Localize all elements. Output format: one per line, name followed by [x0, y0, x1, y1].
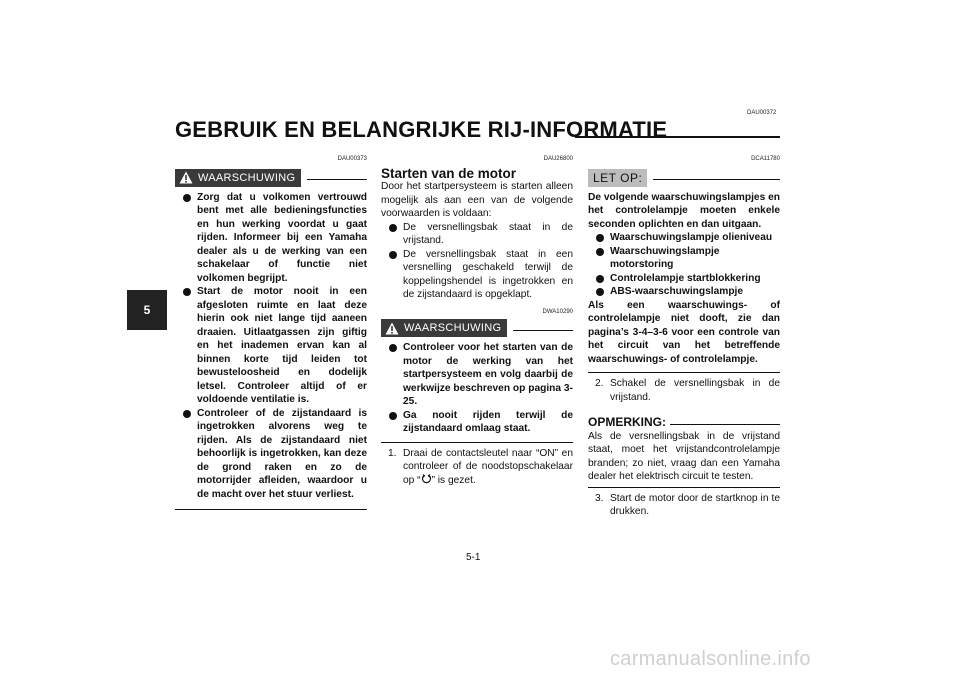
step-number: 3. [595, 492, 604, 504]
step-1: 1. Draai de contactsleutel naar “ON” en controleer of de noodstopschakelaar op “ ” is gezet. [388, 447, 573, 486]
warning-label: WAARSCHUWING [404, 322, 502, 334]
bullet-icon [389, 412, 397, 420]
list-item: Ga nooit rijden terwijl de zijstandaard omlaag staat. [381, 409, 573, 436]
note-rule [670, 424, 780, 425]
step-number: 2. [595, 378, 604, 389]
bullet-icon [596, 248, 604, 256]
warning-header [381, 319, 573, 337]
note-label: OPMERKING: [588, 415, 666, 429]
bullet-icon [596, 234, 604, 242]
column-2 [381, 153, 573, 487]
note-text: Als de versnellingsbak in de vrijstand staat, moet het vrijstandcontrolelampje branden; zo niet, vraag dan een Yamaha dealer het elektrisch circuit te testen. [588, 430, 780, 482]
col3-code: DCA11780 [751, 156, 780, 162]
bullet-icon [389, 344, 397, 352]
note-header [588, 416, 780, 430]
engine-stop-run-icon [421, 474, 432, 484]
chapter-tab: 5 [127, 290, 167, 330]
warning-label: WAARSCHUWING [198, 171, 296, 184]
caution-badge: LET OP: [588, 169, 647, 187]
bullet-icon [596, 275, 604, 283]
header-code: DAU00372 [747, 110, 777, 116]
warning-badge [175, 169, 301, 187]
caution-intro: De volgende waarschuwingslampjes en het controlelampje moeten enkele seconden oplichten en dan uitgaan. [588, 191, 780, 230]
list-item: Controlelampje startblokkering [588, 272, 780, 286]
warning-badge [381, 319, 507, 337]
watermark: carmanualsonline.info [610, 648, 811, 670]
step-2: 2. Schakel de versnellingsbak in de vrijstand. [595, 378, 780, 403]
page-number: 5-1 [466, 552, 481, 563]
caution-end-rule [588, 372, 780, 373]
step-number: 1. [388, 447, 397, 459]
step-3: 3. Start de motor door de startknop in te drukken. [595, 492, 780, 517]
list-item: Waarschuwingslampje motorstoring [588, 245, 780, 272]
list-item: Start de motor nooit in een afgesloten ruimte en laat deze hierin ook niet lange tijd aaneen draaien. Uitlaatgassen zijn giftig en het inademen ervan kan al binnen korte tijd leiden tot bewusteloosheid en dodelijk letsel. Controleer altijd of er voldoende ventilatie is. [175, 285, 367, 407]
bullet-icon [596, 288, 604, 296]
note-end-rule [588, 487, 780, 488]
caution-outro: Als een waarschuwings- of controlelampje niet dooft, zie dan pagina’s 3-4–3-6 voor een controle van het circuit van het betreffende waarschuwings- of controlelampje. [588, 299, 780, 365]
warning-triangle-icon [179, 171, 193, 184]
intro-text: Door het startpersysteem is starten alleen mogelijk als aan een van de volgende voorwaarden is voldaan: [381, 181, 573, 219]
bullet-icon [389, 224, 397, 232]
bullet-icon [183, 288, 191, 296]
bullet-icon [183, 410, 191, 418]
bullet-icon [389, 251, 397, 259]
warning-header [175, 169, 367, 187]
bullet-icon [183, 194, 191, 202]
list-item: ABS-waarschuwingslampje [588, 285, 780, 299]
warning-code: DWA10290 [542, 308, 573, 315]
list-item: Zorg dat u volkomen vertrouwd bent met alle bedieningsfuncties en hun werking voordat u gaat rijden. Informeer bij een Yamaha dealer als u de werking van een schakelaar of functie niet volkomen begrijpt. [175, 191, 367, 286]
list-item: Controleer voor het starten van de motor de werking van het startpersysteem en volg daarbij de werkwijze beschreven op pagina 3-25. [381, 341, 573, 409]
list-item: De versnellingsbak staat in een versnelling geschakeld terwijl de koppelingshendel is ingetrokken en de zijstandaard is opgeklapt. [381, 248, 573, 302]
caution-rule [653, 179, 780, 180]
warning-end-rule [381, 442, 573, 443]
section-heading: Starten van de motor [381, 165, 517, 181]
warning-rule [307, 179, 367, 180]
column-3 [588, 153, 780, 519]
list-item: Waarschuwingslampje olieniveau [588, 231, 780, 245]
list-item: De versnellingsbak staat in de vrijstand. [381, 221, 573, 248]
warning-triangle-icon [385, 322, 399, 335]
title-rule [575, 136, 780, 138]
col2-code: DAU26800 [543, 156, 573, 162]
caution-header [588, 169, 780, 187]
warning-rule [513, 330, 573, 331]
col1-code: DAU00373 [337, 156, 367, 162]
page-title: GEBRUIK EN BELANGRIJKE RIJ-INFORMATIE [175, 117, 668, 142]
list-item: Controleer of de zijstandaard is ingetrokken alvorens weg te rijden. Als de zijstandaard niet behoorlijk is ingetrokken, kan deze de grond raken en zo de motorrijder afleiden, waardoor u de macht over het stuur verliest. [175, 407, 367, 502]
column-1 [175, 153, 367, 510]
warning-end-rule [175, 509, 367, 510]
